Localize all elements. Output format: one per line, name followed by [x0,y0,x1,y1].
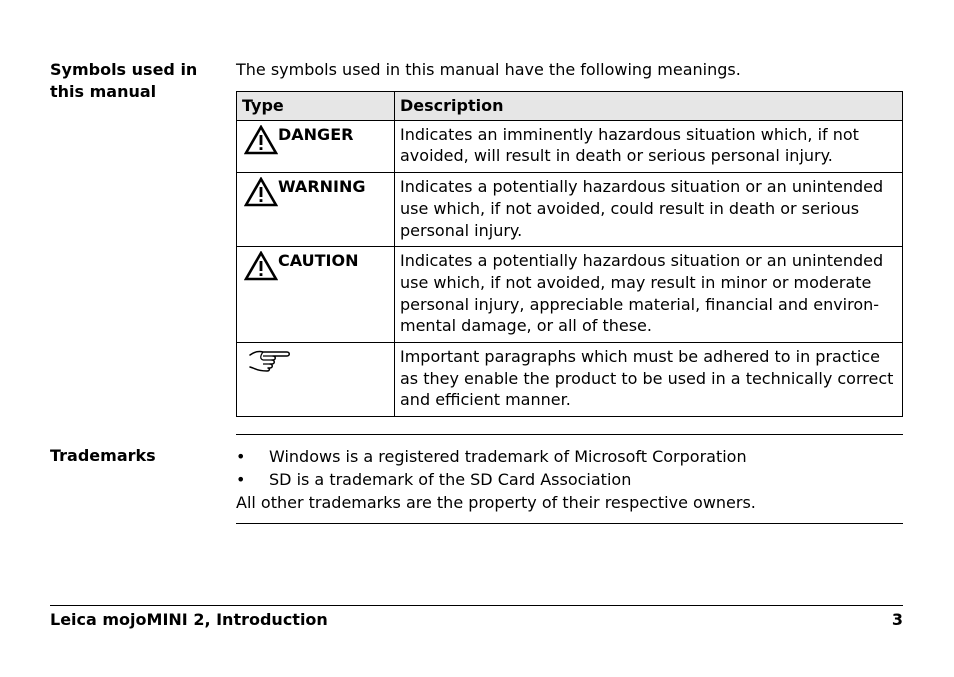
description-cell-caution: Indicates a potentially hazardous situation or an unintended use which, if not avoided, may result in minor or moderate personal injury, appreciable material, financial and environ-mental damage, or all of these. [395,247,903,343]
table-header-row [237,92,903,121]
table-row-danger [237,120,903,172]
trademarks-bottom-rule [236,523,903,524]
warning-triangle-icon [244,125,278,155]
table-row-warning [237,173,903,247]
description-cell-warning: Indicates a potentially hazardous situation or an unintended use which, if not avoided, could result in death or serious personal injury. [395,173,903,247]
trademarks-note: All other trademarks are the property of their respective owners. [236,493,756,512]
bullet-glyph: • [236,447,246,466]
table-header-description: Description [395,92,903,121]
footer-rule [50,605,903,606]
table-header-type: Type [237,92,395,121]
footer-title: Leica mojoMINI 2, Introduction [50,610,328,629]
symbols-intro-text: The symbols used in this manual have the following meanings. [236,60,741,79]
bullet-glyph: • [236,470,246,489]
pointing-hand-icon [248,347,292,373]
list-item-text: Windows is a registered trademark of Microsoft Corporation [269,447,747,466]
table-row-note [237,343,903,417]
type-cell-note [237,343,395,417]
symbols-table [236,91,903,417]
trademarks-top-rule [236,434,903,435]
page-number: 3 [891,610,903,629]
warning-triangle-icon [244,177,278,207]
description-cell-note: Important paragraphs which must be adhered to in practice as they enable the product to be used in a technically correct and efficient manner. [395,343,903,417]
section-heading-trademarks: Trademarks [50,446,156,465]
list-item [236,445,747,468]
type-label-warning: WARNING [278,177,366,197]
type-cell-caution [237,247,395,343]
description-cell-danger: Indicates an imminently hazardous situation which, if not avoided, will result in death or serious personal injury. [395,120,903,172]
type-cell-danger [237,120,395,172]
table-row-caution [237,247,903,343]
type-label-danger: DANGER [278,124,354,144]
warning-triangle-icon [244,251,278,281]
section-heading-symbols: Symbols used in this manual [50,60,198,101]
type-label-caution: CAUTION [278,251,359,271]
list-item-text: SD is a trademark of the SD Card Association [269,470,632,489]
trademarks-list [236,445,747,491]
list-item [236,468,747,491]
type-cell-warning [237,173,395,247]
